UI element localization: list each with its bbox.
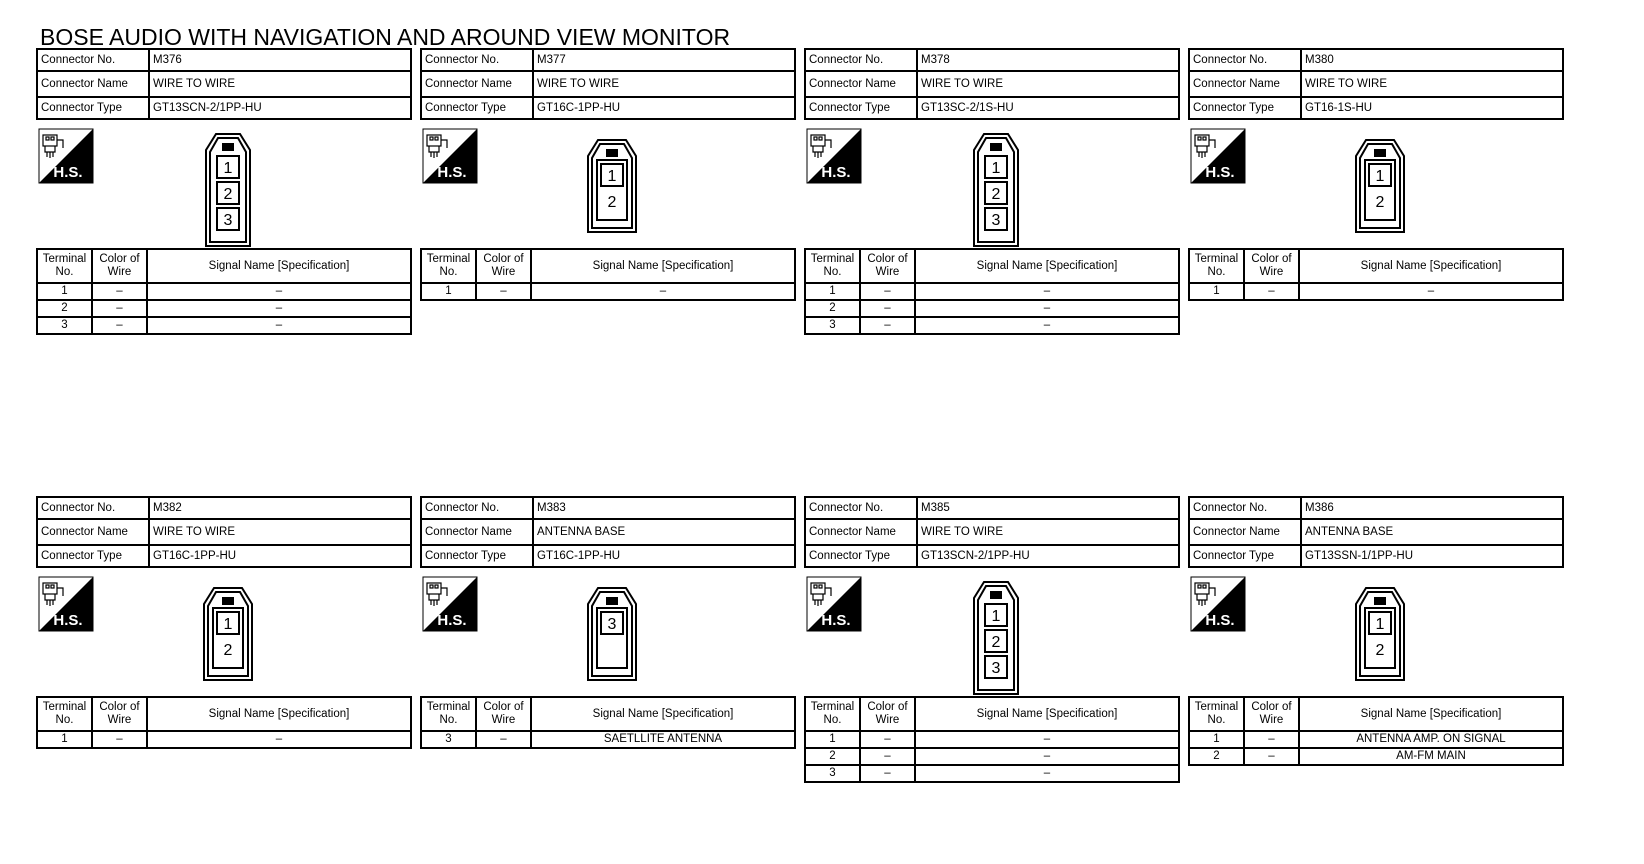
connector-name-value: WIRE TO WIRE bbox=[149, 519, 411, 545]
table-row bbox=[805, 748, 1179, 765]
color-of-wire-header: Color of Wire bbox=[860, 697, 915, 731]
table-row bbox=[421, 283, 795, 300]
connector-type-label: Connector Type bbox=[1189, 97, 1301, 119]
harness-side-icon bbox=[422, 576, 478, 632]
connector-type-label: Connector Type bbox=[1189, 545, 1301, 567]
connector-type-value: GT13SSN-1/1PP-HU bbox=[1301, 545, 1563, 567]
connector-no-label: Connector No. bbox=[805, 497, 917, 519]
signal-name-header: Signal Name [Specification] bbox=[915, 249, 1179, 283]
connector-type-value: GT16C-1PP-HU bbox=[149, 545, 411, 567]
connector-name-label: Connector Name bbox=[1189, 71, 1301, 97]
pin-number: 1 bbox=[991, 160, 1001, 177]
connector-info-table bbox=[36, 48, 412, 120]
terminal-no-header: Terminal No. bbox=[37, 697, 92, 731]
hs-label: H.S. bbox=[53, 164, 83, 181]
terminal-no-cell: 3 bbox=[805, 317, 860, 334]
connector-panel-m376 bbox=[36, 48, 414, 331]
signal-cell: – bbox=[147, 317, 411, 334]
connector-no-value: M383 bbox=[533, 497, 795, 519]
signal-name-header: Signal Name [Specification] bbox=[915, 697, 1179, 731]
color-cell: – bbox=[92, 300, 147, 317]
connector-name-label: Connector Name bbox=[421, 71, 533, 97]
harness-side-icon bbox=[1190, 128, 1246, 184]
connector-face-diagram bbox=[202, 586, 254, 682]
table-row bbox=[1189, 283, 1563, 300]
connector-info-table bbox=[804, 496, 1180, 568]
color-cell: – bbox=[92, 317, 147, 334]
harness-side-icon bbox=[806, 576, 862, 632]
terminal-no-cell: 2 bbox=[805, 300, 860, 317]
pin-number: 3 bbox=[991, 660, 1001, 677]
terminal-no-cell: 3 bbox=[37, 317, 92, 334]
terminal-no-cell: 1 bbox=[37, 283, 92, 300]
pin-number: 3 bbox=[991, 212, 1001, 229]
connector-panel-m382 bbox=[36, 496, 414, 745]
table-row bbox=[1189, 731, 1563, 748]
pin-number: 3 bbox=[607, 616, 617, 633]
connector-name-label: Connector Name bbox=[421, 519, 533, 545]
terminal-table bbox=[36, 696, 412, 749]
harness-side-icon bbox=[806, 128, 862, 184]
connector-type-label: Connector Type bbox=[421, 97, 533, 119]
connector-name-label: Connector Name bbox=[805, 71, 917, 97]
color-cell: – bbox=[860, 748, 915, 765]
connector-face-diagram bbox=[1354, 138, 1406, 234]
harness-side-icon bbox=[422, 128, 478, 184]
color-of-wire-header: Color of Wire bbox=[860, 249, 915, 283]
terminal-table bbox=[1188, 248, 1564, 301]
color-cell: – bbox=[860, 731, 915, 748]
terminal-no-header: Terminal No. bbox=[805, 697, 860, 731]
terminal-no-cell: 2 bbox=[37, 300, 92, 317]
connector-no-label: Connector No. bbox=[1189, 497, 1301, 519]
connector-panel-m377 bbox=[420, 48, 798, 297]
signal-cell: – bbox=[915, 731, 1179, 748]
color-of-wire-header: Color of Wire bbox=[92, 249, 147, 283]
connector-no-label: Connector No. bbox=[421, 49, 533, 71]
table-row bbox=[37, 731, 411, 748]
terminal-no-cell: 1 bbox=[805, 731, 860, 748]
connector-type-label: Connector Type bbox=[805, 545, 917, 567]
connector-no-value: M385 bbox=[917, 497, 1179, 519]
terminal-no-header: Terminal No. bbox=[1189, 697, 1244, 731]
connector-panel-m386 bbox=[1188, 496, 1566, 762]
connector-face-diagram bbox=[972, 132, 1020, 248]
color-cell: – bbox=[860, 300, 915, 317]
terminal-no-cell: 3 bbox=[805, 765, 860, 782]
terminal-no-cell: 2 bbox=[805, 748, 860, 765]
terminal-no-cell: 1 bbox=[1189, 731, 1244, 748]
signal-name-header: Signal Name [Specification] bbox=[1299, 249, 1563, 283]
connector-type-label: Connector Type bbox=[37, 97, 149, 119]
table-row bbox=[421, 731, 795, 748]
table-row bbox=[37, 283, 411, 300]
terminal-table bbox=[804, 696, 1180, 783]
terminal-table bbox=[420, 248, 796, 301]
connector-panel-m380 bbox=[1188, 48, 1566, 297]
hs-label: H.S. bbox=[1205, 612, 1235, 629]
terminal-table bbox=[1188, 696, 1564, 766]
signal-cell: – bbox=[147, 283, 411, 300]
hs-label: H.S. bbox=[437, 164, 467, 181]
terminal-no-cell: 1 bbox=[37, 731, 92, 748]
connector-info-table bbox=[420, 496, 796, 568]
connector-no-label: Connector No. bbox=[1189, 49, 1301, 71]
terminal-no-cell: 1 bbox=[1189, 283, 1244, 300]
connector-no-value: M386 bbox=[1301, 497, 1563, 519]
table-row bbox=[37, 317, 411, 334]
color-of-wire-header: Color of Wire bbox=[476, 697, 531, 731]
color-cell: – bbox=[860, 765, 915, 782]
color-of-wire-header: Color of Wire bbox=[1244, 697, 1299, 731]
pin-number: 1 bbox=[223, 616, 233, 633]
terminal-no-header: Terminal No. bbox=[421, 697, 476, 731]
connector-name-label: Connector Name bbox=[1189, 519, 1301, 545]
color-cell: – bbox=[92, 731, 147, 748]
terminal-no-cell: 1 bbox=[421, 283, 476, 300]
signal-cell: – bbox=[915, 317, 1179, 334]
signal-cell: SAETLLITE ANTENNA bbox=[531, 731, 795, 748]
table-row bbox=[805, 300, 1179, 317]
signal-cell: – bbox=[1299, 283, 1563, 300]
hs-label: H.S. bbox=[1205, 164, 1235, 181]
signal-cell: – bbox=[915, 765, 1179, 782]
connector-info-table bbox=[804, 48, 1180, 120]
signal-name-header: Signal Name [Specification] bbox=[147, 249, 411, 283]
table-row bbox=[37, 300, 411, 317]
connector-face-diagram bbox=[1354, 586, 1406, 682]
connector-no-value: M377 bbox=[533, 49, 795, 71]
table-row bbox=[1189, 748, 1563, 765]
hs-label: H.S. bbox=[821, 164, 851, 181]
terminal-no-header: Terminal No. bbox=[421, 249, 476, 283]
connector-no-label: Connector No. bbox=[805, 49, 917, 71]
pin-number: 2 bbox=[223, 642, 233, 659]
pin-number: 2 bbox=[1375, 194, 1385, 211]
terminal-no-cell: 1 bbox=[805, 283, 860, 300]
signal-name-header: Signal Name [Specification] bbox=[531, 697, 795, 731]
connector-face-diagram bbox=[204, 132, 252, 248]
connector-name-label: Connector Name bbox=[37, 519, 149, 545]
terminal-no-header: Terminal No. bbox=[1189, 249, 1244, 283]
signal-cell: – bbox=[531, 283, 795, 300]
connector-panel-m383 bbox=[420, 496, 798, 745]
signal-cell: – bbox=[915, 300, 1179, 317]
pin-number: 3 bbox=[223, 212, 233, 229]
hs-label: H.S. bbox=[821, 612, 851, 629]
connector-type-label: Connector Type bbox=[805, 97, 917, 119]
signal-cell: – bbox=[915, 748, 1179, 765]
table-row bbox=[805, 317, 1179, 334]
hs-label: H.S. bbox=[53, 612, 83, 629]
signal-name-header: Signal Name [Specification] bbox=[147, 697, 411, 731]
connector-no-label: Connector No. bbox=[37, 49, 149, 71]
connector-name-value: WIRE TO WIRE bbox=[533, 71, 795, 97]
connector-no-label: Connector No. bbox=[37, 497, 149, 519]
signal-cell: AM-FM MAIN bbox=[1299, 748, 1563, 765]
table-row bbox=[805, 765, 1179, 782]
connector-type-value: GT16-1S-HU bbox=[1301, 97, 1563, 119]
signal-cell: ANTENNA AMP. ON SIGNAL bbox=[1299, 731, 1563, 748]
color-cell: – bbox=[860, 283, 915, 300]
connector-info-table bbox=[1188, 496, 1564, 568]
pin-number: 1 bbox=[991, 608, 1001, 625]
pin-number: 2 bbox=[223, 186, 233, 203]
connector-info-table bbox=[1188, 48, 1564, 120]
pin-number: 2 bbox=[991, 186, 1001, 203]
hs-label: H.S. bbox=[437, 612, 467, 629]
color-cell: – bbox=[1244, 731, 1299, 748]
connector-panel-m378 bbox=[804, 48, 1182, 331]
pin-number: 1 bbox=[223, 160, 233, 177]
table-row bbox=[805, 283, 1179, 300]
color-cell: – bbox=[1244, 283, 1299, 300]
table-row bbox=[805, 731, 1179, 748]
connector-name-label: Connector Name bbox=[37, 71, 149, 97]
terminal-table bbox=[420, 696, 796, 749]
connector-no-value: M376 bbox=[149, 49, 411, 71]
connector-name-value: WIRE TO WIRE bbox=[917, 519, 1179, 545]
color-of-wire-header: Color of Wire bbox=[476, 249, 531, 283]
harness-side-icon bbox=[38, 128, 94, 184]
connector-name-value: WIRE TO WIRE bbox=[1301, 71, 1563, 97]
connector-face-diagram bbox=[586, 138, 638, 234]
color-cell: – bbox=[860, 317, 915, 334]
connector-info-table bbox=[420, 48, 796, 120]
connector-no-value: M378 bbox=[917, 49, 1179, 71]
connector-face-diagram bbox=[972, 580, 1020, 696]
terminal-no-cell: 2 bbox=[1189, 748, 1244, 765]
connector-name-value: ANTENNA BASE bbox=[1301, 519, 1563, 545]
connector-name-value: WIRE TO WIRE bbox=[917, 71, 1179, 97]
pin-number: 2 bbox=[607, 194, 617, 211]
color-of-wire-header: Color of Wire bbox=[1244, 249, 1299, 283]
signal-name-header: Signal Name [Specification] bbox=[1299, 697, 1563, 731]
connector-info-table bbox=[36, 496, 412, 568]
signal-cell: – bbox=[147, 731, 411, 748]
connector-type-value: GT16C-1PP-HU bbox=[533, 97, 795, 119]
connector-type-value: GT13SC-2/1S-HU bbox=[917, 97, 1179, 119]
connector-type-value: GT13SCN-2/1PP-HU bbox=[917, 545, 1179, 567]
pin-number: 2 bbox=[1375, 642, 1385, 659]
color-of-wire-header: Color of Wire bbox=[92, 697, 147, 731]
color-cell: – bbox=[476, 283, 531, 300]
terminal-no-cell: 3 bbox=[421, 731, 476, 748]
pin-number: 1 bbox=[607, 168, 617, 185]
color-cell: – bbox=[476, 731, 531, 748]
pin-number: 2 bbox=[991, 634, 1001, 651]
connector-type-value: GT16C-1PP-HU bbox=[533, 545, 795, 567]
connector-type-value: GT13SCN-2/1PP-HU bbox=[149, 97, 411, 119]
pin-number: 1 bbox=[1375, 616, 1385, 633]
connector-panel-m385 bbox=[804, 496, 1182, 779]
signal-cell: – bbox=[147, 300, 411, 317]
connector-name-value: WIRE TO WIRE bbox=[149, 71, 411, 97]
harness-side-icon bbox=[1190, 576, 1246, 632]
color-cell: – bbox=[92, 283, 147, 300]
connector-face-diagram bbox=[586, 586, 638, 682]
connector-name-value: ANTENNA BASE bbox=[533, 519, 795, 545]
connector-no-label: Connector No. bbox=[421, 497, 533, 519]
connector-name-label: Connector Name bbox=[805, 519, 917, 545]
color-cell: – bbox=[1244, 748, 1299, 765]
terminal-table bbox=[36, 248, 412, 335]
harness-side-icon bbox=[38, 576, 94, 632]
connector-type-label: Connector Type bbox=[421, 545, 533, 567]
pin-number: 1 bbox=[1375, 168, 1385, 185]
page-title: BOSE AUDIO WITH NAVIGATION AND AROUND VIEW MONITOR bbox=[40, 24, 731, 50]
terminal-table bbox=[804, 248, 1180, 335]
signal-cell: – bbox=[915, 283, 1179, 300]
signal-name-header: Signal Name [Specification] bbox=[531, 249, 795, 283]
connector-type-label: Connector Type bbox=[37, 545, 149, 567]
connector-no-value: M380 bbox=[1301, 49, 1563, 71]
terminal-no-header: Terminal No. bbox=[37, 249, 92, 283]
terminal-no-header: Terminal No. bbox=[805, 249, 860, 283]
connector-no-value: M382 bbox=[149, 497, 411, 519]
